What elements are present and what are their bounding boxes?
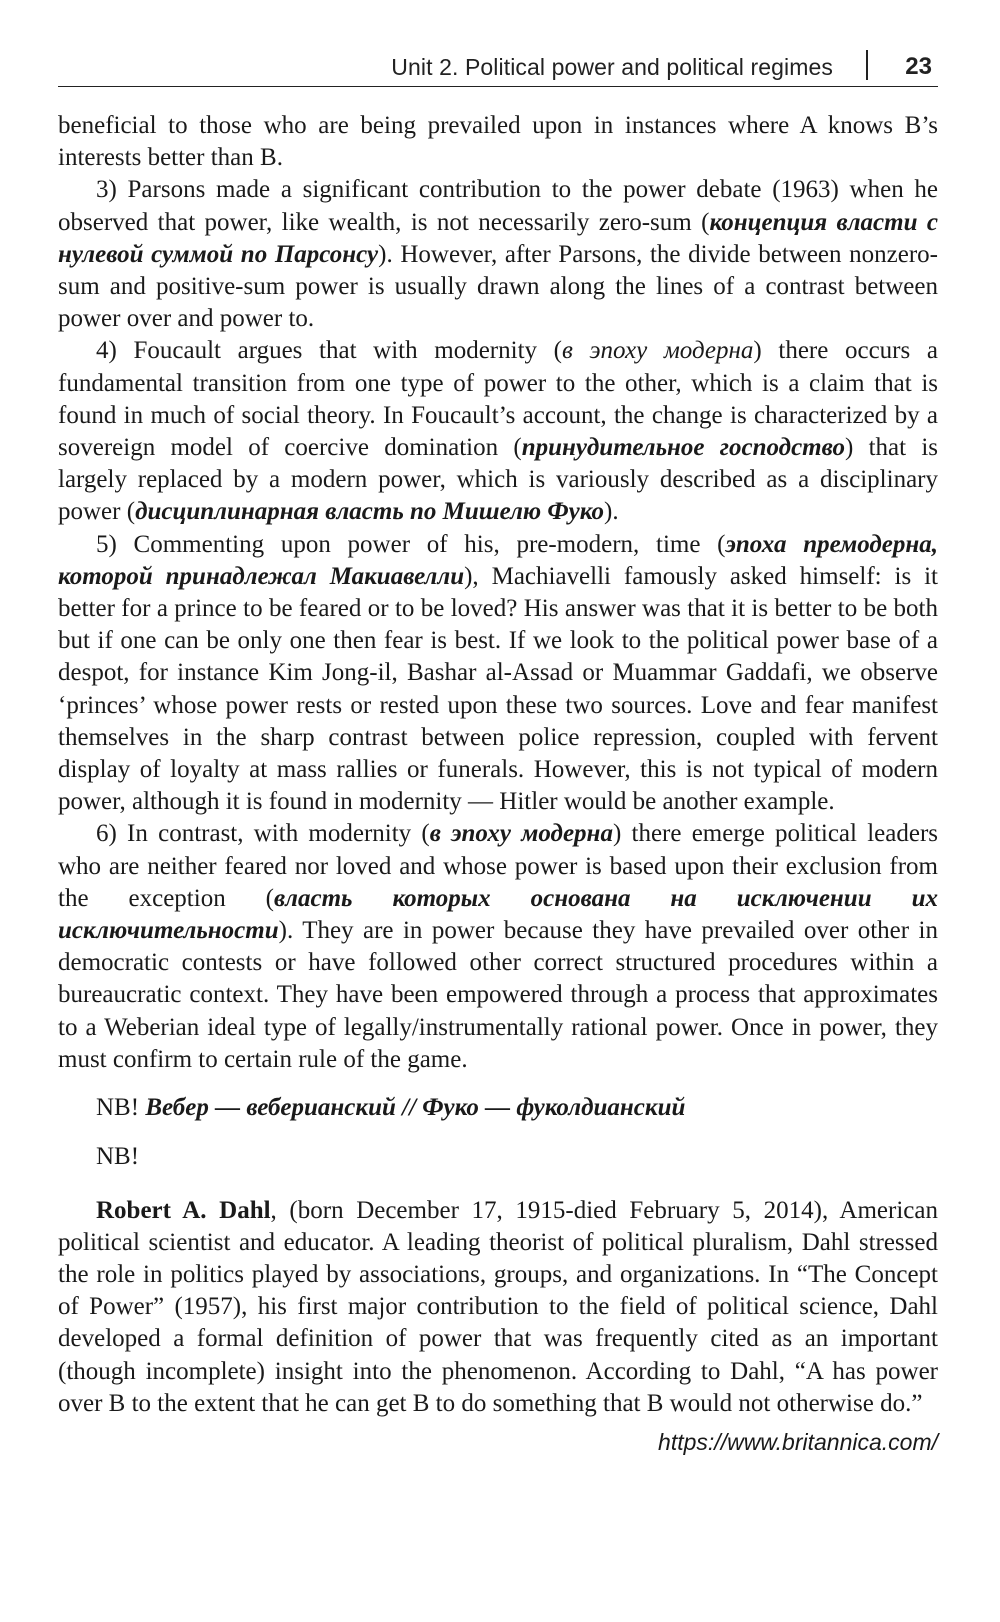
russian-gloss: в эпоху модерна [429, 820, 613, 848]
paragraph-text: ). However, after Parsons, the divide between nonzero-sum and positive-sum power is usually drawn along the lines of a contrast between power over and power to. [58, 240, 938, 333]
paragraph-text: ). They are in power because they have prevailed over other in democratic contests or have followed other correct structured procedures within a bureaucratic context. They have been empowered through a process that approximates to a Weberian ideal type of legally/instrumentally rational power. Once in power, they must confirm to certain rule of the game. [58, 917, 938, 1073]
russian-gloss: дисциплинарная власть по Мишелю Фуко [135, 498, 604, 526]
nota-bene-empty [58, 1141, 938, 1173]
russian-gloss: принудительное господство [521, 434, 845, 462]
running-title: Unit 2. Political power and political regimes [391, 54, 833, 80]
nota-bene-note [58, 1092, 938, 1124]
paragraph-text: ) that is largely replaced by a modern power, which is variously described as a disciplinary power ( [58, 434, 938, 526]
paragraph-parsons [58, 174, 938, 335]
nb-text: Вебер — веберианский // Фуко — фуколдианский [145, 1094, 686, 1122]
paragraph-machiavelli [58, 529, 938, 819]
paragraph-text: ) there emerge political leaders who are neither feared nor loved and whose power is based upon their exclusion from the exception ( [58, 820, 938, 912]
nb-label: NB! [96, 1094, 140, 1122]
paragraph-text: 4) Foucault argues that with modernity ( [96, 337, 562, 365]
dahl-name: Robert A. Dahl [96, 1196, 271, 1224]
running-header [58, 40, 938, 87]
paragraph-continuation [58, 110, 938, 174]
nb-label: NB! [96, 1143, 140, 1171]
paragraph-text: ) there occurs a fundamental transition from one type of power to the other, which is a claim that is found in much of social theory. In Foucault’s account, the change is characterized by a sovereign model of coercive domination ( [58, 337, 938, 462]
paragraph-foucault [58, 335, 938, 528]
paragraph-dahl [58, 1195, 938, 1420]
paragraph-text: 3) Parsons made a significant contribution to the power debate (1963) when he observed that power, like wealth, is not necessarily zero-sum ( [58, 176, 938, 236]
page-body [58, 110, 938, 1458]
source-citation: https://www.britannica.com/ [658, 1428, 938, 1455]
russian-gloss: в эпоху модерна [561, 337, 754, 365]
russian-gloss: концепция власти с нулевой суммой по Парсонсу [58, 208, 938, 268]
paragraph-modernity [58, 818, 938, 1076]
russian-gloss: власть которых основана на исключении их исключительности [58, 884, 938, 945]
russian-gloss: эпоха премодерна, которой принадлежал Макиавелли [58, 530, 938, 590]
paragraph-text: ), Machiavelli famously asked himself: is it better for a prince to be feared or to be loved? His answer was that it is better to be both but if one can be only one then fear is best. If we look to the political power base of a despot, for instance Kim Jong-il, Bashar al-Assad or Muammar Gaddafi, we observe ‘princes’ whose power rests or rested upon these two sources. Love and fear manifest themselves in the sharp contrast between police repression, coupled with fervent display of loyalty at mass rallies or funerals. However, this is not typical of modern power, although it is found in modernity — Hitler would be another example. [58, 562, 938, 816]
paragraph-text: , (born December 17, 1915-died February 5, 2014), American political scientist and educator. A leading theorist of political pluralism, Dahl stressed the role in politics played by associations, groups, and organizations. In “The Concept of Power” (1957), his first major contribution to the field of political science, Dahl developed a formal definition of power that was frequently cited as an important (though incomplete) insight into the phenomenon. According to Dahl, “A has power over B to the extent that he can get B to do something that B would not otherwise do.” [58, 1196, 938, 1417]
paragraph-text: beneficial to those who are being prevailed upon in instances where A knows B’s interests better than B. [58, 112, 938, 172]
paragraph-text: 5) Commenting upon power of his, pre-modern, time ( [96, 530, 726, 558]
page-number: 23 [905, 53, 932, 80]
paragraph-text: ). [604, 498, 619, 526]
header-divider [866, 50, 868, 80]
paragraph-text: 6) In contrast, with modernity ( [96, 820, 430, 848]
